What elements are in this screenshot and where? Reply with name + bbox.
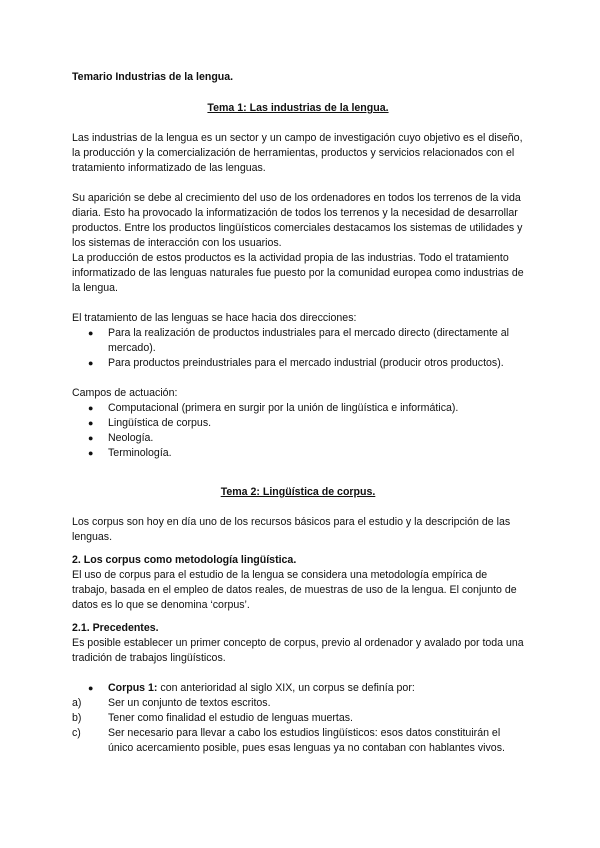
bullet-icon: ●: [88, 683, 94, 693]
fields-list: [72, 401, 524, 461]
list-item: ● Terminología.: [88, 447, 172, 459]
list-item: a) Ser un conjunto de textos escritos.: [72, 697, 271, 709]
list-item: ● Para productos preindustriales para el mercado industrial (producir otros productos).: [88, 357, 504, 369]
directions-list: [72, 326, 524, 371]
corpus1-text: con anterioridad al siglo XIX, un corpus se definía por:: [157, 682, 415, 694]
document-title: Temario Industrias de la lengua.: [72, 71, 234, 83]
list-item: [72, 681, 524, 696]
bullet-icon: ●: [88, 448, 94, 458]
bullet-icon: ●: [88, 433, 94, 443]
document-content: [72, 70, 524, 756]
tema1-title: Tema 1: Las industrias de la lengua.: [207, 102, 389, 114]
corpus-list: [72, 681, 524, 696]
corpus1-definition-list: [72, 696, 524, 756]
tema1-paragraph-2: Su aparición se debe al crecimiento del uso de los ordenadores en todos los terrenos de la vida diaria. Esto ha provocado la informatización de todos los terrenos y la necesidad de desarrollar productos. Entre los productos lingüísticos comerciales destacamos los sistemas de utilidades y los sistemas de interacción con los usuarios.: [72, 192, 523, 249]
list-item: ● Neología.: [88, 432, 154, 444]
list-item: ● Lingüística de corpus.: [88, 417, 212, 429]
tema2-paragraph-1: Los corpus son hoy en día uno de los recursos básicos para el estudio y la descripción de las lenguas.: [72, 516, 511, 543]
tema2-paragraph-3: Es posible establecer un primer concepto de corpus, previo al ordenador y avalado por toda una tradición de trabajos lingüísticos.: [72, 637, 524, 664]
list-item: ● Computacional (primera en surgir por la unión de lingüística e informática).: [88, 402, 459, 414]
tema1-paragraph-4: El tratamiento de las lenguas se hace hacia dos direcciones:: [72, 312, 357, 324]
bullet-icon: ●: [88, 403, 94, 413]
tema2-title: Tema 2: Lingüística de corpus.: [220, 486, 376, 498]
corpus1-label: Corpus 1:: [108, 682, 158, 694]
tema2-paragraph-2: El uso de corpus para el estudio de la lengua se considera una metodología empírica de trabajo, basada en el empleo de datos reales, de muestras de uso de la lengua. El conjunto de datos es lo que se denomina ‘corpus’.: [72, 569, 517, 611]
list-item: ● Para la realización de productos industriales para el mercado directo (directamente al mercado).: [88, 327, 510, 354]
tema1-paragraph-3: La producción de estos productos es la actividad propia de las industrias. Todo el tratamiento informatizado de las lenguas naturales fue puesto por la comunidad europea como industrias de la lengua.: [72, 252, 524, 294]
tema1-paragraph-5: Campos de actuación:: [72, 387, 178, 399]
section-heading-2: 2. Los corpus como metodología lingüística.: [72, 554, 297, 566]
section-heading-2-1: 2.1. Precedentes.: [72, 622, 159, 634]
list-item: c) Ser necesario para llevar a cabo los estudios lingüísticos: esos datos constituirán el único acercamiento posible, pues esas lenguas ya no contaban con hablantes vivos.: [72, 727, 505, 754]
list-item: b) Tener como finalidad el estudio de lenguas muertas.: [72, 712, 353, 724]
bullet-icon: ●: [88, 358, 94, 368]
bullet-icon: ●: [88, 328, 94, 338]
tema1-paragraph-1: Las industrias de la lengua es un sector y un campo de investigación cuyo objetivo es el diseño, la producción y la comercialización de herramientas, productos y servicios relacionados con el tratamiento informatizado de las lenguas.: [72, 132, 523, 174]
bullet-icon: ●: [88, 418, 94, 428]
